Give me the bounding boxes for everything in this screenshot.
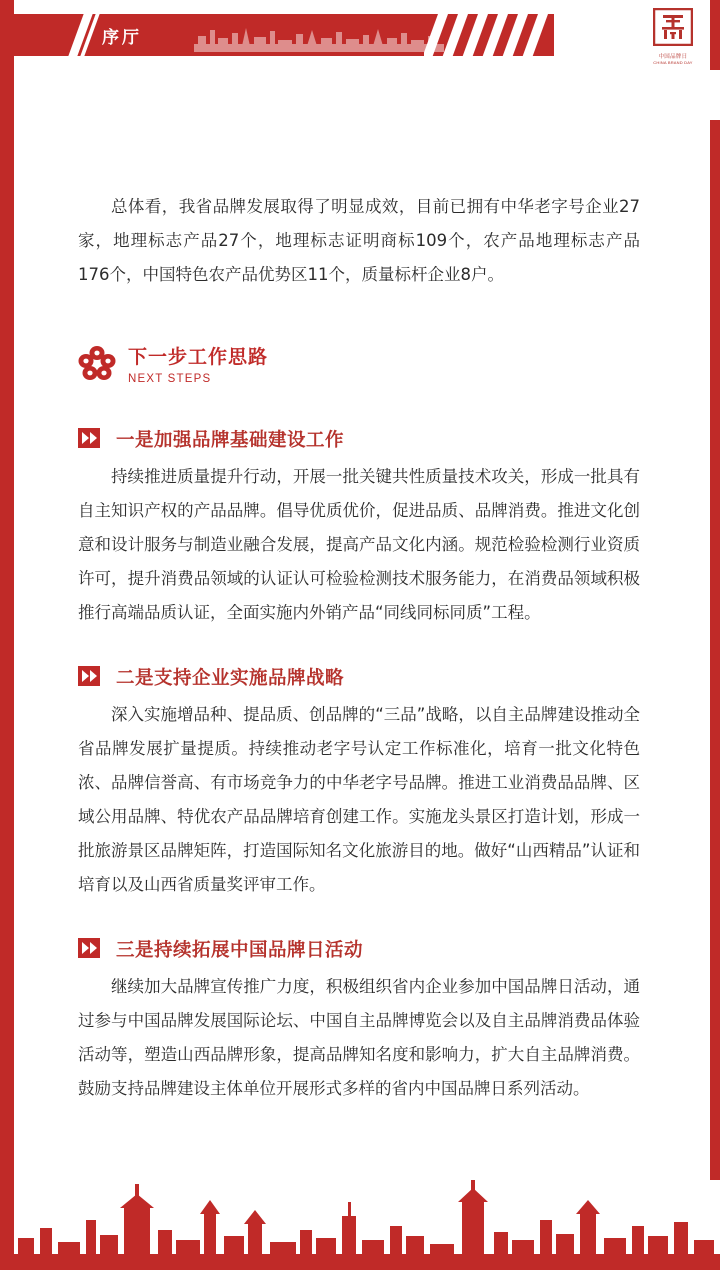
subsection-3-title: 三是持续拓展中国品牌日活动	[116, 940, 364, 961]
subsection-3-heading	[78, 936, 640, 962]
header-banner	[14, 14, 554, 56]
double-arrow-icon	[78, 427, 100, 449]
subsection-1-heading	[78, 426, 640, 452]
double-arrow-icon	[78, 937, 100, 959]
left-red-rail	[0, 0, 14, 1270]
double-arrow-icon	[78, 665, 100, 687]
page-title: 序厅	[102, 28, 142, 48]
footer-skyline	[0, 1180, 720, 1270]
logo-label-cn: 中国品牌日	[658, 54, 688, 60]
subsection-3-body: 继续加大品牌宣传推广力度，积极组织省内企业参加中国品牌日活动，通过参与中国品牌发展国际论坛、中国自主品牌博览会以及自主品牌消费品体验活动等，塑造山西品牌形象，提高品牌知名度和影响力，扩大自主品牌消费。鼓励支持品牌建设主体单位开展形式多样的省内中国品牌日系列活动。	[78, 977, 640, 1098]
subsection-2-body: 深入实施增品种、提品质、创品牌的“三品”战略，以自主品牌建设推动全省品牌发展扩量提质。持续推动老字号认定工作标准化，培育一批文化特色浓、品牌信誉高、有市场竞争力的中华老字号品牌。推进工业消费品品牌、区域公用品牌、特优农产品品牌培育创建工作。实施龙头景区打造计划，形成一批旅游景区品牌矩阵，打造国际知名文化旅游目的地。做好“山西精品”认证和培育以及山西省质量奖评审工作。	[78, 705, 640, 894]
diagonal-stripes-icon	[424, 14, 554, 56]
section-heading-next-steps	[78, 342, 640, 392]
footer-base-bar	[0, 1254, 720, 1270]
subsection-2-heading	[78, 664, 640, 690]
subsection-2-title: 二是支持企业实施品牌战略	[116, 668, 345, 689]
subsection-1	[78, 426, 640, 630]
section-title-cn: 下一步工作思路	[128, 346, 269, 368]
intro-paragraph: 总体看，我省品牌发展取得了明显成效，目前已拥有中华老字号企业27家，地理标志产品27个，地理标志证明商标109个，农产品地理标志产品176个，中国特色农产品优势区11个，质量标杆企业8户。	[78, 197, 640, 284]
section-title-en: NEXT STEPS	[128, 373, 212, 385]
right-red-rail-middle	[710, 120, 720, 1180]
ding-seal-icon	[653, 8, 693, 46]
subsection-1-body: 持续推进质量提升行动，开展一批关键共性质量技术攻关，形成一批具有自主知识产权的产品品牌。倡导优质优价，促进品质、品牌消费。推进文化创意和设计服务与制造业融合发展，提高产品文化内涵。规范检验检测行业资质许可，提升消费品领域的认证认可检验检测技术服务能力，在消费品领域积极推行高端品质认证，全面实施内外销产品“同线同标同质”工程。	[78, 467, 640, 622]
document-body	[78, 190, 640, 1106]
right-red-rail-top	[710, 0, 720, 70]
subsection-2	[78, 664, 640, 902]
plum-blossom-icon	[78, 344, 116, 382]
brand-logo	[646, 8, 700, 65]
city-skyline-icon	[194, 22, 444, 52]
logo-label-en: CHINA BRAND DAY	[653, 60, 693, 65]
subsection-1-title: 一是加强品牌基础建设工作	[116, 430, 345, 451]
subsection-3	[78, 936, 640, 1106]
